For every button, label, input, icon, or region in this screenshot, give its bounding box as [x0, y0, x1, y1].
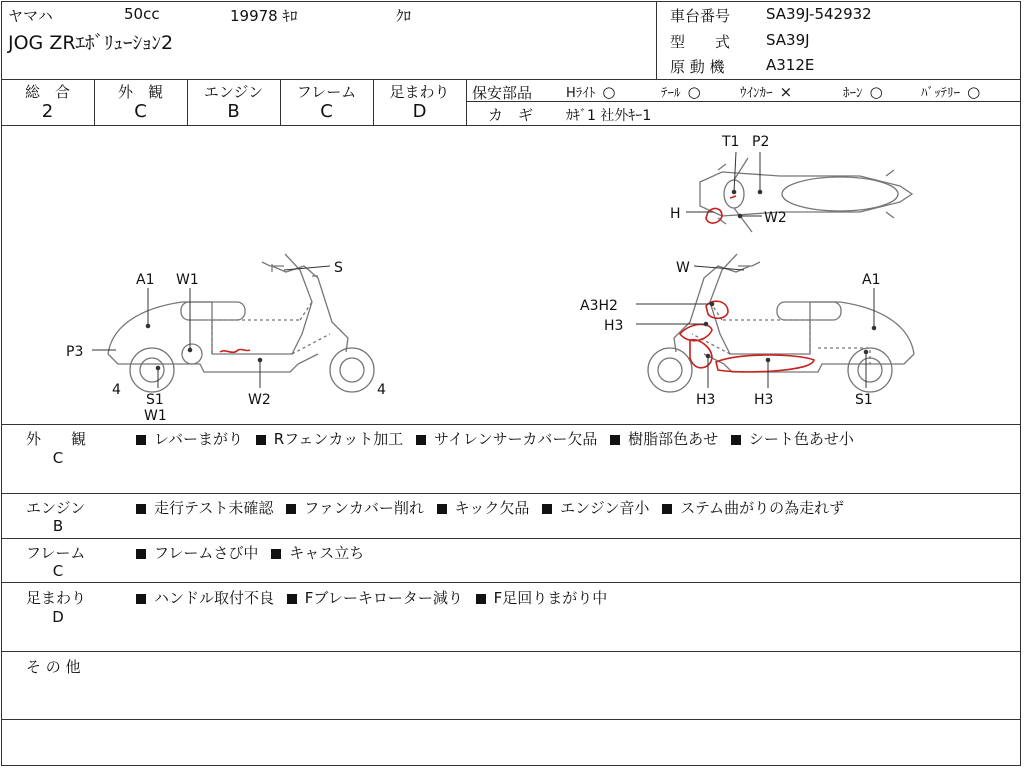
note-item: キャス立ち: [289, 544, 365, 562]
type-label: 型 式: [670, 33, 731, 51]
bullet-icon: [610, 435, 620, 445]
bullet-icon: [271, 549, 281, 559]
maker: ヤマハ: [8, 7, 53, 25]
safety-item-horn: [843, 82, 883, 101]
note-item: 走行テスト未確認: [154, 499, 274, 517]
safety-item-name: ｳｲﾝｶｰ: [740, 86, 773, 101]
bullet-icon: [286, 504, 296, 514]
bullet-icon: [437, 504, 447, 514]
safety-item-mark: ○: [602, 83, 616, 101]
safety-label: 保安部品: [472, 84, 533, 102]
note-item: サイレンサーカバー欠品: [434, 430, 598, 448]
label-right-a3h2: A3H2: [580, 298, 618, 314]
section-grade-frame: C: [52, 562, 64, 580]
bullet-icon: [136, 504, 146, 514]
key-label: カ ギ: [488, 106, 534, 124]
section-notes-engine: [136, 497, 844, 518]
section-notes-exterior: [136, 428, 854, 449]
bullet-icon: [136, 549, 146, 559]
label-left-a1: A1: [136, 272, 155, 288]
note-item: キック欠品: [454, 499, 530, 517]
label-top-p2: P2: [752, 134, 770, 150]
section-sep: [1, 538, 1021, 539]
grade-value-engine: B: [227, 101, 240, 122]
safety-item-name: ﾎｰﾝ: [843, 86, 863, 101]
grade-row-top-line: [1, 79, 1021, 80]
key-value: ｶｷﾞ1 社外ｷｰ1: [566, 108, 652, 124]
section-grade-exterior: C: [52, 449, 64, 467]
note-item: レバーまがり: [154, 430, 243, 448]
section-label-exterior: 外 観: [26, 430, 87, 448]
bullet-icon: [287, 594, 297, 604]
label-left-s: S: [334, 260, 343, 276]
label-left-s1: S1: [146, 392, 164, 408]
note-item: フレームさび中: [154, 544, 259, 562]
safety-row-sep: [466, 101, 1021, 102]
grade-label-engine: エンジン: [203, 83, 264, 101]
model-name: JOG ZRｴﾎﾞﾘｭｰｼｮﾝ2: [8, 32, 174, 54]
note-item: エンジン音小: [560, 499, 650, 517]
safety-item-battery: [921, 82, 980, 101]
note-item: ファンカバー削れ: [304, 499, 424, 517]
scooter-top-view: [700, 158, 912, 232]
note-item: F足回りまがり中: [493, 589, 608, 607]
note-item: Fブレーキローター減り: [304, 589, 463, 607]
label-top-w2: W2: [764, 210, 787, 226]
header-divider: [656, 1, 657, 79]
safety-item-name: Hﾗｲﾄ: [566, 86, 596, 101]
label-right-a1: A1: [862, 272, 881, 288]
section-label-other: そ の 他: [26, 658, 81, 676]
bullet-icon: [416, 435, 426, 445]
safety-item-mark: ○: [967, 83, 981, 101]
note-item: 樹脂部色あせ: [628, 430, 719, 448]
note-item: ハンドル取付不良: [154, 589, 275, 607]
label-left-w2: W2: [248, 392, 271, 408]
label-top-h: H: [670, 206, 681, 222]
color: ｸﾛ: [396, 7, 412, 25]
label-right-s1: S1: [855, 392, 873, 408]
label-left-4a: 4: [112, 382, 121, 398]
label-left-4b: 4: [377, 382, 386, 398]
grade-value-suspension: D: [412, 101, 427, 122]
grade-col-sep: [466, 79, 467, 125]
safety-item-winker: [740, 82, 792, 101]
grade-label-frame: フレーム: [296, 83, 357, 101]
damage-mark-h3-lower: [690, 340, 712, 368]
section-sep: [1, 582, 1021, 583]
safety-item-tail: [661, 82, 701, 101]
type-value: SA39J: [766, 31, 810, 49]
damage-mark-top-t1: [730, 196, 736, 198]
damage-diagram: [0, 126, 1022, 424]
bullet-icon: [731, 435, 741, 445]
section-sep: [1, 493, 1021, 494]
label-right-h3c: H3: [754, 392, 774, 408]
section-notes-suspension: [136, 587, 607, 608]
frame-no-label: 車台番号: [670, 7, 731, 25]
section-label-engine: エンジン: [26, 499, 86, 517]
note-item: Rフェンカット加工: [273, 430, 404, 448]
section-label-frame: フレーム: [26, 544, 86, 562]
bullet-icon: [136, 435, 146, 445]
section-label-suspension: 足まわり: [26, 589, 87, 607]
bullet-icon: [256, 435, 266, 445]
damage-mark-top-h: [706, 209, 722, 224]
mileage: 19978 ｷﾛ: [230, 7, 298, 25]
displacement: 50cc: [124, 5, 160, 23]
label-top-t1: T1: [722, 134, 740, 150]
engine-value: A312E: [766, 56, 815, 74]
label-left-p3: P3: [66, 344, 84, 360]
grade-value-exterior: C: [134, 101, 147, 122]
label-right-h3b: H3: [696, 392, 716, 408]
grade-label-overall: 総 合: [24, 83, 70, 101]
grade-value-overall: 2: [41, 101, 54, 122]
label-left-w1b: W1: [144, 408, 167, 424]
section-notes-frame: [136, 542, 364, 563]
bullet-icon: [476, 594, 486, 604]
grade-value-frame: C: [320, 101, 333, 122]
note-item: シート色あせ小: [748, 430, 854, 448]
damage-mark-left-w2: [220, 349, 250, 352]
safety-item-headlight: [566, 82, 616, 101]
label-left-w1: W1: [176, 272, 199, 288]
section-top-line: [1, 424, 1021, 425]
safety-item-name: ﾃｰﾙ: [661, 86, 681, 101]
section-sep: [1, 719, 1021, 720]
label-right-h3: H3: [604, 318, 624, 334]
frame-no: SA39J-542932: [766, 5, 872, 23]
section-sep: [1, 651, 1021, 652]
note-item: ステム曲がりの為走れず: [680, 499, 845, 517]
safety-item-mark: ○: [687, 83, 701, 101]
section-grade-suspension: D: [52, 608, 64, 626]
grade-label-exterior: 外 観: [117, 83, 163, 101]
bullet-icon: [542, 504, 552, 514]
bullet-icon: [662, 504, 672, 514]
safety-item-mark: ×: [779, 83, 793, 101]
damage-mark-h3-floor: [716, 355, 814, 372]
bullet-icon: [136, 594, 146, 604]
section-grade-engine: B: [52, 517, 64, 535]
grade-label-suspension: 足まわり: [389, 83, 450, 101]
label-right-w: W: [676, 260, 690, 276]
engine-label: 原 動 機: [670, 58, 725, 76]
safety-item-name: ﾊﾞｯﾃﾘｰ: [921, 86, 960, 101]
safety-item-mark: ○: [869, 83, 883, 101]
